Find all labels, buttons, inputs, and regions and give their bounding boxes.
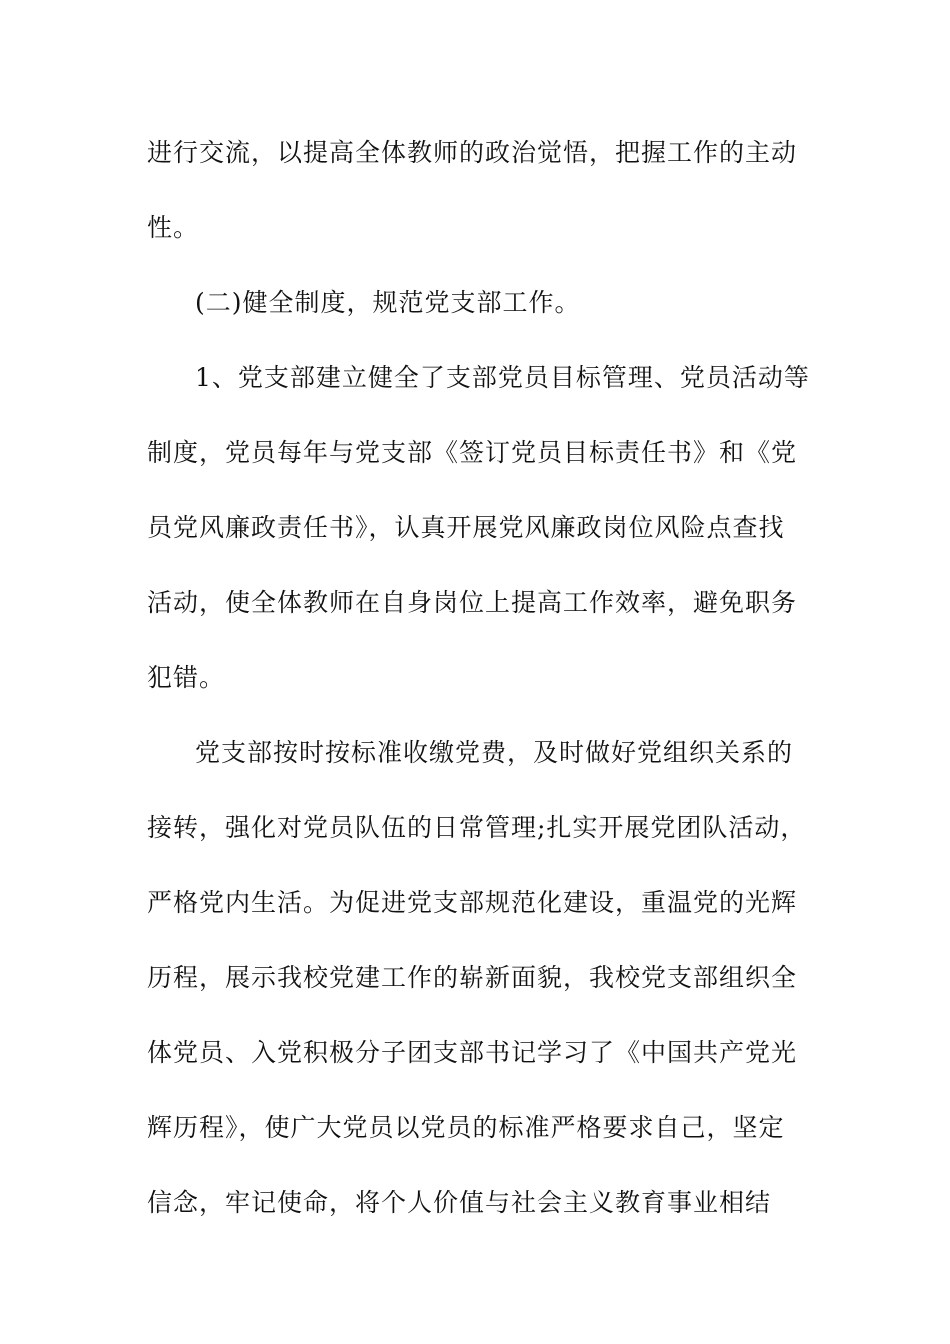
text-line: 党支部按时按标准收缴党费，及时做好党组织关系的 — [195, 738, 794, 767]
text-line: 严格党内生活。为促进党支部规范化建设，重温党的光辉 — [147, 888, 798, 917]
text-line: 进行交流，以提高全体教师的政治觉悟，把握工作的主动 — [147, 138, 798, 167]
document-body — [147, 128, 810, 1253]
text-line: 1、党支部建立健全了支部党员目标管理、党员活动等 — [195, 363, 810, 392]
text-line: 员党风廉政责任书》，认真开展党风廉政岗位风险点查找 — [147, 513, 785, 542]
section-heading: (二)健全制度，规范党支部工作。 — [195, 288, 581, 317]
text-line: 性。 — [147, 213, 200, 242]
text-line: 辉历程》，使广大党员以党员的标准严格要求自己，坚定 — [147, 1113, 785, 1142]
text-line: 体党员、入党积极分子团支部书记学习了《中国共产党光 — [147, 1038, 798, 1067]
text-line: 活动，使全体教师在自身岗位上提高工作效率，避免职务 — [147, 588, 798, 617]
text-line: 历程，展示我校党建工作的崭新面貌，我校党支部组织全 — [147, 963, 798, 992]
text-line: 犯错。 — [147, 663, 226, 692]
text-line: 接转，强化对党员队伍的日常管理;扎实开展党团队活动， — [147, 813, 807, 842]
text-line: 信念，牢记使命，将个人价值与社会主义教育事业相结 — [147, 1188, 772, 1217]
text-line: 制度，党员每年与党支部《签订党员目标责任书》和《党 — [147, 438, 798, 467]
